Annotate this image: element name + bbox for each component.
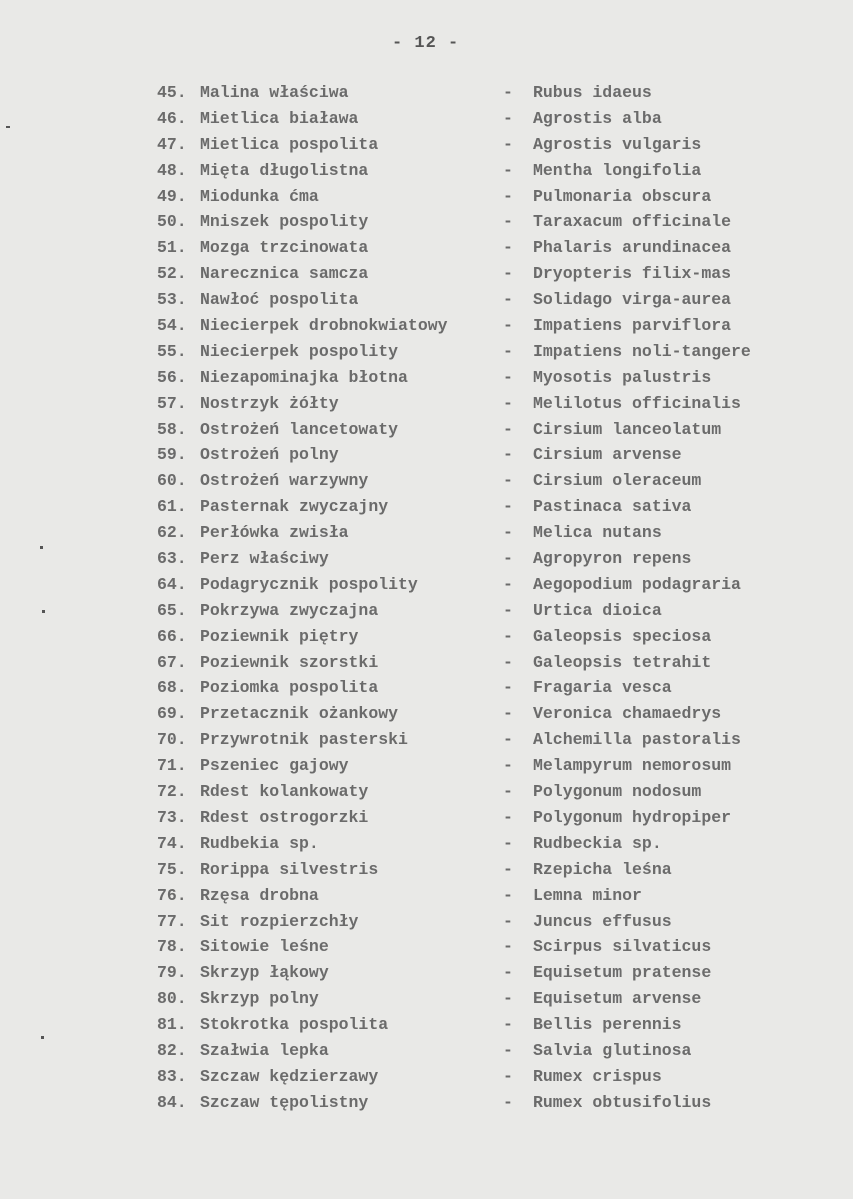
separator-dash: - [503, 833, 513, 853]
latin-name: Agrostis alba [533, 108, 662, 128]
latin-name: Urtica dioica [533, 600, 662, 620]
separator-dash: - [503, 549, 513, 569]
polish-name: Szałwia lepka [200, 1040, 329, 1060]
margin-mark [6, 126, 10, 128]
item-number: 56. [157, 367, 187, 387]
polish-name: Ostrożeń polny [200, 445, 339, 465]
item-number: 80. [157, 989, 187, 1009]
separator-dash: - [503, 963, 513, 983]
polish-name: Niecierpek pospolity [200, 341, 399, 361]
separator-dash: - [503, 756, 513, 776]
separator-dash: - [503, 316, 513, 336]
item-number: 57. [157, 393, 187, 413]
separator-dash: - [503, 704, 513, 724]
separator-dash: - [503, 600, 513, 620]
separator-dash: - [503, 1015, 513, 1035]
polish-name: Skrzyp łąkowy [200, 963, 329, 983]
item-number: 68. [157, 678, 187, 698]
polish-name: Poziewnik szorstki [200, 652, 379, 672]
separator-dash: - [503, 730, 513, 750]
item-number: 74. [157, 833, 187, 853]
polish-name: Malina właściwa [200, 83, 349, 102]
item-number: 53. [157, 290, 187, 310]
latin-name: Dryopteris filix-mas [533, 264, 732, 284]
polish-name: Perłówka zwisła [200, 523, 349, 543]
separator-dash: - [503, 1040, 513, 1060]
item-number: 70. [157, 730, 187, 750]
polish-name: Podagrycznik pospolity [200, 574, 418, 594]
separator-dash: - [503, 160, 513, 180]
separator-dash: - [503, 911, 513, 931]
separator-dash: - [503, 290, 513, 310]
item-number: 54. [157, 316, 187, 336]
item-number: 66. [157, 626, 187, 646]
polish-name: Sitowie leśne [200, 937, 329, 957]
separator-dash: - [503, 1092, 513, 1112]
latin-name: Myosotis palustris [533, 367, 712, 387]
polish-name: Mniszek pospolity [200, 212, 369, 232]
item-number: 71. [157, 756, 187, 776]
separator-dash: - [503, 1066, 513, 1086]
polish-name: Przywrotnik pasterski [200, 730, 408, 750]
item-number: 60. [157, 471, 187, 491]
latin-name: Agropyron repens [533, 549, 692, 569]
polish-name: Mięta długolistna [200, 160, 369, 180]
item-number: 76. [157, 885, 187, 905]
polish-name: Przetacznik ożankowy [200, 704, 399, 724]
polish-name: Pokrzywa zwyczajna [200, 600, 379, 620]
item-number: 62. [157, 523, 187, 543]
item-number: 67. [157, 652, 187, 672]
polish-name: Perz właściwy [200, 549, 329, 569]
polish-name: Nostrzyk żółty [200, 393, 339, 413]
latin-name: Cirsium oleraceum [533, 471, 702, 491]
latin-name: Pastinaca sativa [533, 497, 692, 517]
separator-dash: - [503, 626, 513, 646]
separator-dash: - [503, 989, 513, 1009]
item-number: 83. [157, 1066, 187, 1086]
latin-name: Pulmonaria obscura [533, 186, 712, 206]
item-number: 81. [157, 1015, 187, 1035]
polish-name: Rudbekia sp. [200, 833, 319, 853]
polish-name: Pszeniec gajowy [200, 756, 349, 776]
polish-name: Niezapominajka błotna [200, 367, 408, 387]
polish-name: Narecznica samcza [200, 264, 369, 284]
item-number: 50. [157, 212, 187, 232]
item-number: 69. [157, 704, 187, 724]
separator-dash: - [503, 341, 513, 361]
latin-name: Equisetum pratense [533, 963, 712, 983]
polish-name: Miodunka ćma [200, 186, 319, 206]
separator-dash: - [503, 186, 513, 206]
item-number: 61. [157, 497, 187, 517]
polish-name: Ostrożeń lancetowaty [200, 419, 399, 439]
latin-name: Aegopodium podagraria [533, 574, 741, 594]
polish-name: Ostrożeń warzywny [200, 471, 369, 491]
latin-name: Rudbeckia sp. [533, 833, 662, 853]
latin-name: Agrostis vulgaris [533, 134, 702, 154]
polish-name: Mozga trzcinowata [200, 238, 369, 258]
latin-name: Scirpus silvaticus [533, 937, 712, 957]
latin-name: Alchemilla pastoralis [533, 730, 741, 750]
separator-dash: - [503, 367, 513, 387]
margin-mark [40, 546, 43, 549]
separator-dash: - [503, 212, 513, 232]
latin-name: Cirsium lanceolatum [533, 419, 722, 439]
separator-dash: - [503, 859, 513, 879]
separator-dash: - [503, 83, 513, 102]
latin-name: Salvia glutinosa [533, 1040, 692, 1060]
latin-name: Lemna minor [533, 885, 642, 905]
separator-dash: - [503, 238, 513, 258]
latin-name: Mentha longifolia [533, 160, 702, 180]
polish-name: Skrzyp polny [200, 989, 319, 1009]
latin-name: Rumex crispus [533, 1066, 662, 1086]
polish-name: Mietlica pospolita [200, 134, 379, 154]
item-number: 72. [157, 782, 187, 802]
polish-name: Rorippa silvestris [200, 859, 379, 879]
latin-name: Galeopsis tetrahit [533, 652, 712, 672]
page-number: - 12 - [392, 34, 460, 53]
latin-name: Polygonum nodosum [533, 782, 702, 802]
separator-dash: - [503, 108, 513, 128]
latin-name: Impatiens parviflora [533, 316, 732, 336]
latin-name: Polygonum hydropiper [533, 807, 732, 827]
polish-name: Stokrotka pospolita [200, 1015, 389, 1035]
latin-name: Melica nutans [533, 523, 662, 543]
separator-dash: - [503, 807, 513, 827]
separator-dash: - [503, 782, 513, 802]
latin-name: Veronica chamaedrys [533, 704, 722, 724]
latin-name: Juncus effusus [533, 911, 672, 931]
polish-name: Pasternak zwyczajny [200, 497, 389, 517]
polish-name: Nawłoć pospolita [200, 290, 359, 310]
polish-name: Szczaw tępolistny [200, 1092, 369, 1112]
item-number: 73. [157, 807, 187, 827]
item-number: 45. [157, 83, 187, 102]
item-number: 48. [157, 160, 187, 180]
latin-name: Solidago virga-aurea [533, 290, 732, 310]
item-number: 49. [157, 186, 187, 206]
polish-name: Rdest ostrogorzki [200, 807, 369, 827]
latin-name: Melampyrum nemorosum [533, 756, 732, 776]
latin-name: Rzepicha leśna [533, 859, 672, 879]
latin-name: Taraxacum officinale [533, 212, 732, 232]
separator-dash: - [503, 678, 513, 698]
item-number: 82. [157, 1040, 187, 1060]
polish-name: Mietlica biaława [200, 108, 359, 128]
separator-dash: - [503, 652, 513, 672]
latin-name: Rubus idaeus [533, 83, 652, 102]
item-number: 75. [157, 859, 187, 879]
polish-name: Sit rozpierzchły [200, 911, 359, 931]
latin-name: Fragaria vesca [533, 678, 672, 698]
item-number: 77. [157, 911, 187, 931]
latin-name: Bellis perennis [533, 1015, 682, 1035]
polish-name: Poziewnik piętry [200, 626, 359, 646]
separator-dash: - [503, 574, 513, 594]
latin-name: Melilotus officinalis [533, 393, 741, 413]
separator-dash: - [503, 523, 513, 543]
item-number: 79. [157, 963, 187, 983]
margin-mark [41, 1036, 44, 1039]
item-number: 58. [157, 419, 187, 439]
separator-dash: - [503, 497, 513, 517]
separator-dash: - [503, 937, 513, 957]
separator-dash: - [503, 134, 513, 154]
separator-dash: - [503, 264, 513, 284]
item-number: 78. [157, 937, 187, 957]
polish-name: Poziomka pospolita [200, 678, 379, 698]
polish-name: Rdest kolankowaty [200, 782, 369, 802]
item-number: 47. [157, 134, 187, 154]
polish-name: Szczaw kędzierzawy [200, 1066, 379, 1086]
item-number: 52. [157, 264, 187, 284]
latin-name: Rumex obtusifolius [533, 1092, 712, 1112]
separator-dash: - [503, 471, 513, 491]
latin-name: Cirsium arvense [533, 445, 682, 465]
separator-dash: - [503, 419, 513, 439]
item-number: 51. [157, 238, 187, 258]
margin-mark [42, 610, 45, 613]
item-number: 55. [157, 341, 187, 361]
item-number: 63. [157, 549, 187, 569]
separator-dash: - [503, 445, 513, 465]
latin-name: Impatiens noli-tangere [533, 341, 751, 361]
latin-name: Equisetum arvense [533, 989, 702, 1009]
separator-dash: - [503, 393, 513, 413]
item-number: 64. [157, 574, 187, 594]
latin-name: Phalaris arundinacea [533, 238, 732, 258]
latin-name: Galeopsis speciosa [533, 626, 712, 646]
polish-name: Rzęsa drobna [200, 885, 319, 905]
polish-name: Niecierpek drobnokwiatowy [200, 316, 448, 336]
item-number: 59. [157, 445, 187, 465]
item-number: 46. [157, 108, 187, 128]
item-number: 84. [157, 1092, 187, 1112]
separator-dash: - [503, 885, 513, 905]
item-number: 65. [157, 600, 187, 620]
